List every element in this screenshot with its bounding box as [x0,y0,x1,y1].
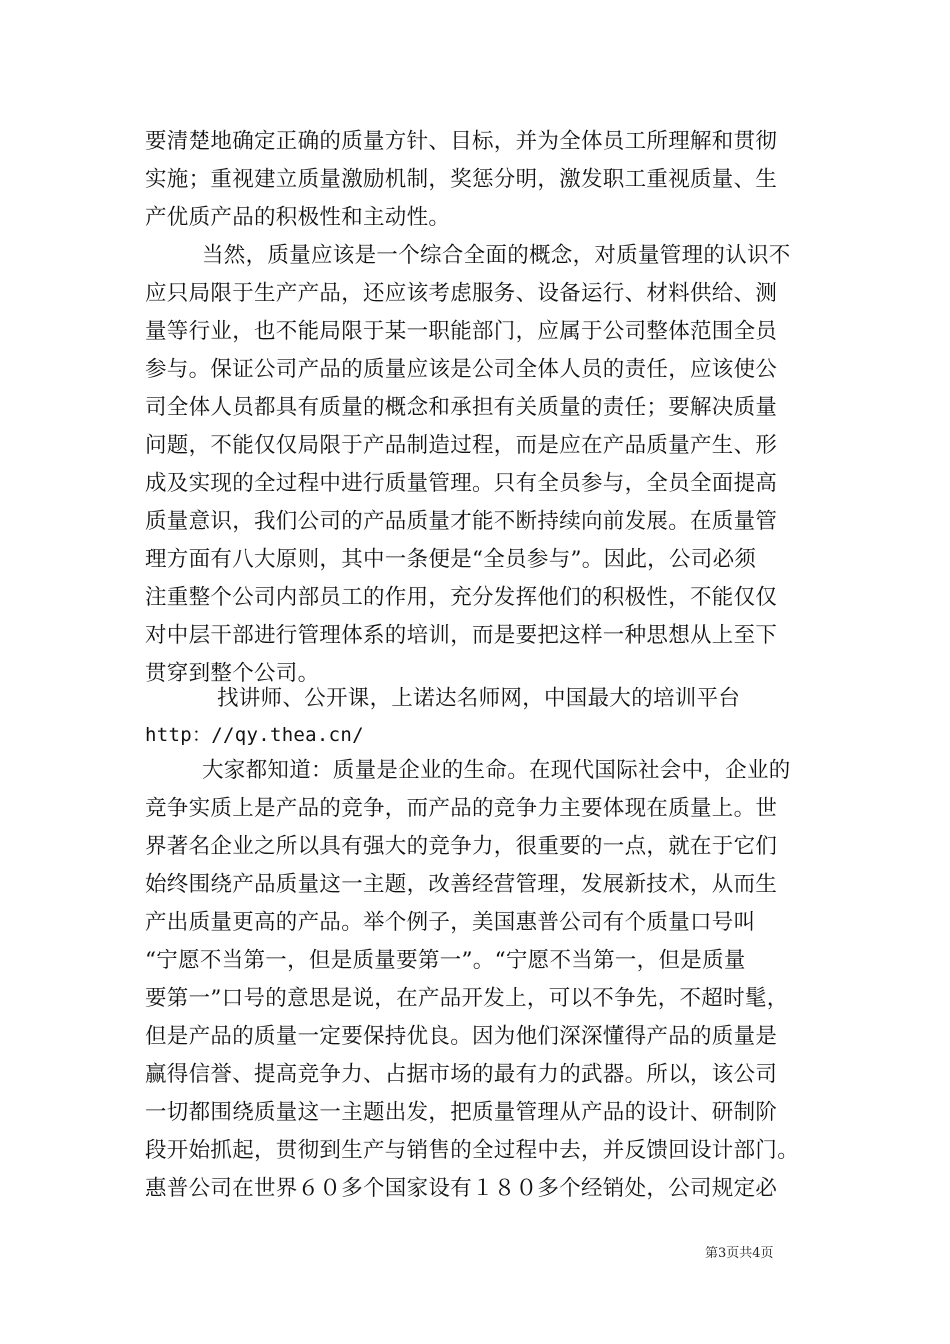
text-line: 理方面有八大原则，其中一条便是“全员参与”。因此，公司必须 [145,547,757,572]
text-line: 一切都围绕质量这一主题出发，把质量管理从产品的设计、研制阶 [145,1100,778,1125]
text-line: 惠普公司在世界６０多个国家设有１８０多个经销处，公司规定必 [145,1176,778,1201]
text-line: 质量意识，我们公司的产品质量才能不断持续向前发展。在质量管 [145,509,778,534]
text-line: 但是产品的质量一定要保持优良。因为他们深深懂得产品的质量是 [145,1024,778,1049]
text-line: 段开始抓起，贯彻到生产与销售的全过程中去，并反馈回设计部门。 [145,1138,800,1163]
text-line: 量等行业，也不能局限于某一职能部门，应属于公司整体范围全员 [145,319,778,344]
text-line: 参与。保证公司产品的质量应该是公司全体人员的责任，应该使公 [145,357,778,382]
text-line: 应只局限于生产产品，还应该考虑服务、设备运行、材料供给、测 [145,281,778,306]
promo-url: http：//qy.thea.cn/ [145,724,364,746]
text-line: 注重整个公司内部员工的作用，充分发挥他们的积极性，不能仅仅 [145,585,778,610]
text-line: 赢得信誉、提高竞争力、占据市场的最有力的武器。所以，该公司 [145,1062,778,1087]
text-line: 始终围绕产品质量这一主题，改善经营管理，发展新技术，从而生 [145,872,778,897]
text-line: 对中层干部进行管理体系的培训，而是要把这样一种思想从上至下 [145,623,778,648]
promo-text: 找讲师、公开课，上诺达名师网，中国最大的培训平台 [217,686,741,711]
text-line: 要清楚地确定正确的质量方针、目标，并为全体员工所理解和贯彻 [145,129,778,154]
text-line: 贯穿到整个公司。 [145,661,320,686]
text-line: 要第一”口号的意思是说，在产品开发上，可以不争先，不超时髦， [145,986,789,1011]
paragraph-first-line: 大家都知道：质量是企业的生命。在现代国际社会中，企业的 [202,758,791,783]
text-line: 产优质产品的积极性和主动性。 [145,205,451,230]
page-number: 第3页共4页 [705,1246,774,1261]
text-line: 竞争实质上是产品的竞争，而产品的竞争力主要体现在质量上。世 [145,796,778,821]
text-line: 实施；重视建立质量激励机制，奖惩分明，激发职工重视质量、生 [145,167,778,192]
text-line: 产出质量更高的产品。举个例子，美国惠普公司有个质量口号叫 [145,910,756,935]
text-line: 界著名企业之所以具有强大的竞争力，很重要的一点，就在于它们 [145,834,778,859]
text-line: “宁愿不当第一，但是质量要第一”。“宁愿不当第一，但是质量 [145,948,746,973]
text-line: 司全体人员都具有质量的概念和承担有关质量的责任；要解决质量 [145,395,778,420]
text-line: 问题，不能仅仅局限于产品制造过程，而是应在产品质量产生、形 [145,433,778,458]
paragraph-first-line: 当然，质量应该是一个综合全面的概念，对质量管理的认识不 [202,243,791,268]
text-line: 成及实现的全过程中进行质量管理。只有全员参与，全员全面提高 [145,471,778,496]
